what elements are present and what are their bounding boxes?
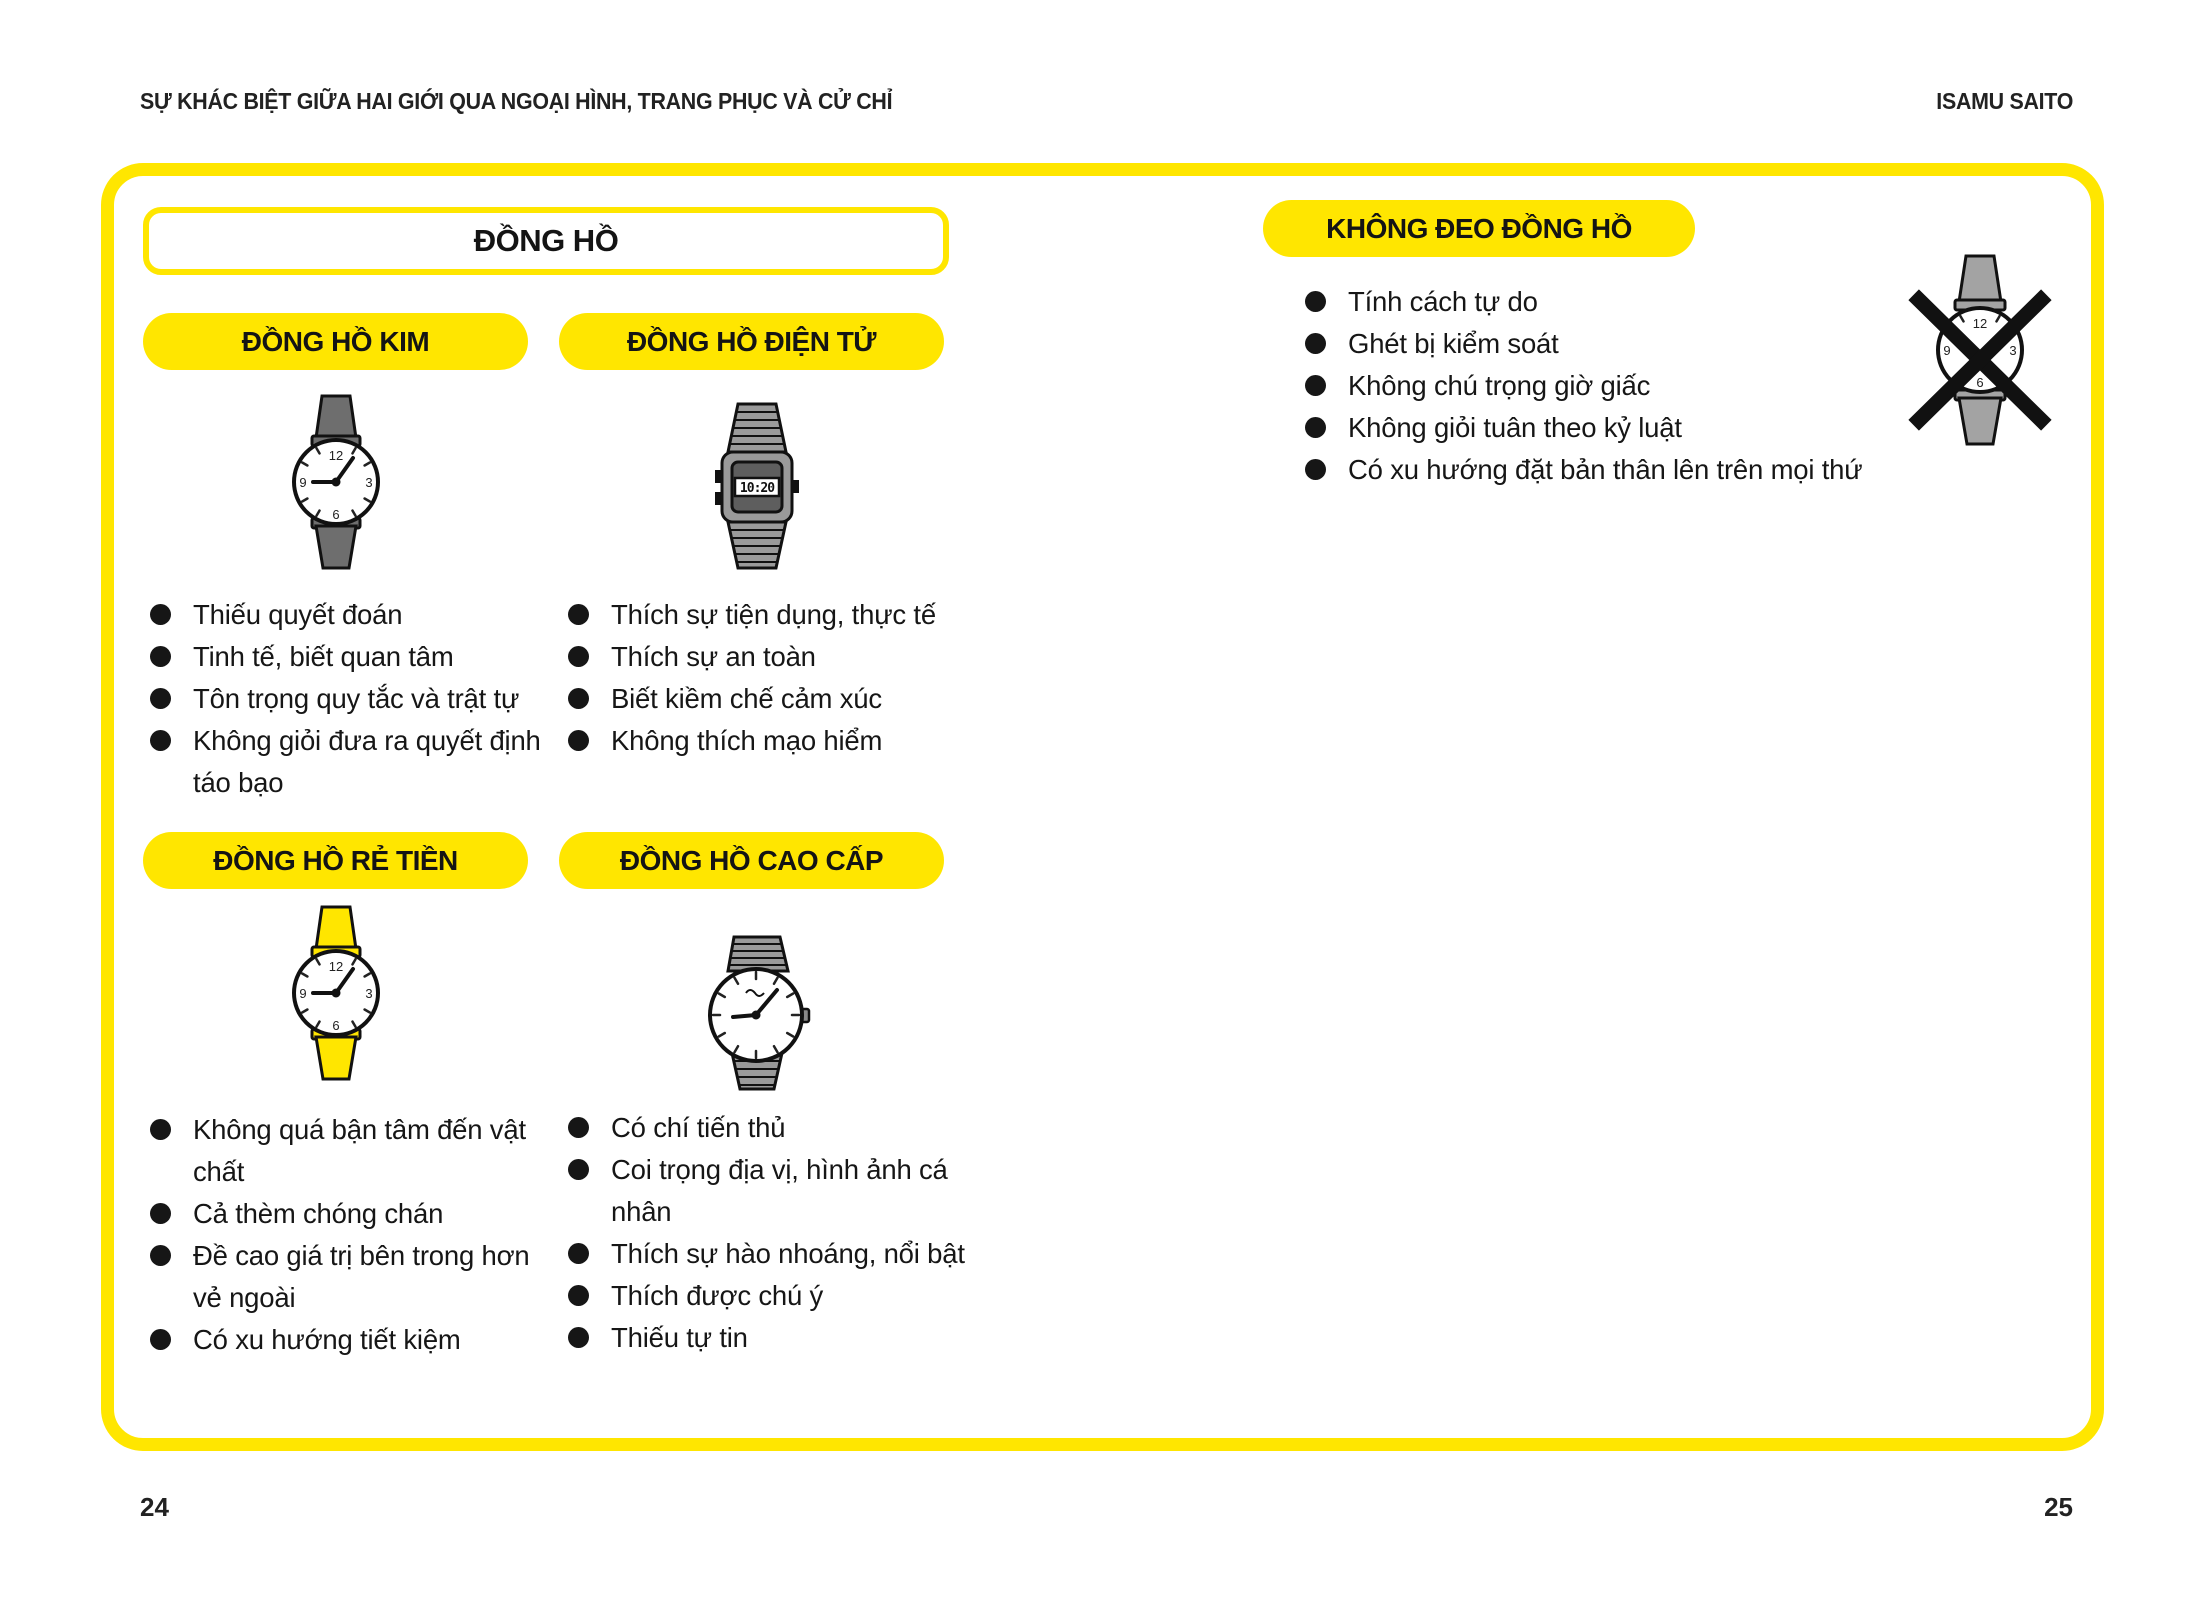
list-item bbox=[1303, 407, 1933, 449]
list-item bbox=[148, 636, 580, 678]
running-head-author: ISAMU SAITO bbox=[1936, 88, 2073, 114]
bullet-icon bbox=[568, 646, 589, 667]
bullet-text: Thích sự tiện dụng, thực tế bbox=[611, 599, 936, 630]
section-header-dong-ho-kim: ĐỒNG HỒ KIM bbox=[143, 313, 528, 370]
running-head-left: SỰ KHÁC BIỆT GIỮA HAI GIỚI QUA NGOẠI HÌNH, TRANG PHỤC VÀ CỬ CHỈ bbox=[140, 88, 893, 114]
bullet-text: Có chí tiến thủ bbox=[611, 1112, 786, 1143]
bullet-icon bbox=[150, 1203, 171, 1224]
bullet-icon bbox=[568, 604, 589, 625]
section-header-dong-ho-cao-cap: ĐỒNG HỒ CAO CẤP bbox=[559, 832, 944, 889]
list-item bbox=[566, 636, 1006, 678]
clock-numeral-9: 9 bbox=[299, 986, 307, 1001]
bullet-icon bbox=[150, 604, 171, 625]
bullet-icon bbox=[1305, 417, 1326, 438]
bullet-icon bbox=[150, 646, 171, 667]
bullet-text: Cả thèm chóng chán bbox=[193, 1198, 444, 1229]
bullet-text: Thiếu tự tin bbox=[611, 1322, 748, 1353]
bullet-icon bbox=[568, 1243, 589, 1264]
list-item bbox=[1303, 323, 1933, 365]
panel-title: ĐỒNG HỒ bbox=[143, 207, 949, 275]
section-header-dong-ho-dien-tu: ĐỒNG HỒ ĐIỆN TỬ bbox=[559, 313, 944, 370]
bullet-text: Không giỏi tuân theo kỷ luật bbox=[1348, 412, 1682, 443]
bullet-text: Ghét bị kiểm soát bbox=[1348, 328, 1559, 359]
list-item bbox=[566, 594, 1006, 636]
analog-watch-icon bbox=[276, 392, 396, 572]
cheap-yellow-watch-icon bbox=[276, 903, 396, 1083]
list-item bbox=[148, 1235, 530, 1319]
digital-watch-icon bbox=[702, 400, 812, 570]
bullet-icon bbox=[150, 688, 171, 709]
bullet-list-dong-ho-kim bbox=[148, 594, 580, 804]
bullet-icon bbox=[1305, 375, 1326, 396]
bullet-icon bbox=[150, 1245, 171, 1266]
bullet-text: Không quá bận tâm đến vật chất bbox=[193, 1114, 526, 1187]
bullet-icon bbox=[1305, 459, 1326, 480]
list-item bbox=[148, 720, 580, 804]
bullet-text: Biết kiềm chế cảm xúc bbox=[611, 683, 882, 714]
clock-numeral-3: 3 bbox=[365, 475, 373, 490]
bullet-text: Tinh tế, biết quan tâm bbox=[193, 641, 454, 672]
page-number-right: 25 bbox=[2044, 1492, 2073, 1522]
bullet-text: Coi trọng địa vị, hình ảnh cá nhân bbox=[611, 1154, 948, 1227]
list-item bbox=[1303, 449, 1933, 491]
list-item bbox=[566, 1107, 998, 1149]
bullet-icon bbox=[568, 1117, 589, 1138]
bullet-icon bbox=[150, 1329, 171, 1350]
clock-numeral-9: 9 bbox=[299, 475, 307, 490]
bullet-text: Không thích mạo hiểm bbox=[611, 725, 883, 756]
bullet-text: Không chú trọng giờ giấc bbox=[1348, 370, 1651, 401]
bullet-icon bbox=[568, 1159, 589, 1180]
section-header-dong-ho-re-tien: ĐỒNG HỒ RẺ TIỀN bbox=[143, 832, 528, 889]
list-item bbox=[148, 1319, 530, 1361]
list-item bbox=[566, 720, 1006, 762]
list-item bbox=[148, 1193, 530, 1235]
list-item bbox=[148, 1109, 530, 1193]
bullet-text: Thích sự an toàn bbox=[611, 641, 816, 672]
list-item bbox=[1303, 365, 1933, 407]
clock-numeral-3: 3 bbox=[365, 986, 373, 1001]
bullet-icon bbox=[568, 730, 589, 751]
list-item bbox=[566, 1149, 998, 1233]
list-item bbox=[566, 678, 1006, 720]
digital-time-display: 10:20 bbox=[739, 481, 775, 496]
bullet-text: Đề cao giá trị bên trong hơn vẻ ngoài bbox=[193, 1240, 530, 1313]
clock-numeral-9: 9 bbox=[1943, 343, 1951, 358]
list-item bbox=[566, 1317, 998, 1359]
bullet-list-dong-ho-re-tien bbox=[148, 1109, 530, 1361]
bullet-icon bbox=[568, 688, 589, 709]
list-item bbox=[1303, 281, 1933, 323]
bullet-text: Tính cách tự do bbox=[1348, 286, 1538, 317]
clock-numeral-12: 12 bbox=[328, 959, 344, 974]
clock-numeral-3: 3 bbox=[2009, 343, 2017, 358]
bullet-list-dong-ho-dien-tu bbox=[566, 594, 1006, 762]
clock-numeral-6: 6 bbox=[332, 1018, 340, 1033]
bullet-text: Không giỏi đưa ra quyết định táo bạo bbox=[193, 725, 541, 798]
page-number-left: 24 bbox=[140, 1492, 169, 1522]
bullet-list-khong-deo-dong-ho bbox=[1303, 281, 1933, 491]
bullet-icon bbox=[1305, 333, 1326, 354]
clock-numeral-6: 6 bbox=[332, 507, 340, 522]
bullet-text: Thích được chú ý bbox=[611, 1280, 824, 1311]
bullet-text: Có xu hướng tiết kiệm bbox=[193, 1324, 461, 1355]
list-item bbox=[566, 1275, 998, 1317]
bullet-icon bbox=[150, 1119, 171, 1140]
clock-numeral-12: 12 bbox=[1972, 316, 1988, 331]
bullet-text: Thích sự hào nhoáng, nổi bật bbox=[611, 1238, 965, 1269]
luxury-watch-icon bbox=[692, 933, 822, 1093]
clock-numeral-6: 6 bbox=[1976, 375, 1984, 390]
bullet-icon bbox=[1305, 291, 1326, 312]
bullet-icon bbox=[150, 730, 171, 751]
list-item bbox=[148, 594, 580, 636]
bullet-text: Có xu hướng đặt bản thân lên trên mọi thứ bbox=[1348, 454, 1863, 485]
bullet-icon bbox=[568, 1327, 589, 1348]
list-item bbox=[566, 1233, 998, 1275]
bullet-list-dong-ho-cao-cap bbox=[566, 1107, 998, 1359]
bullet-icon bbox=[568, 1285, 589, 1306]
list-item bbox=[148, 678, 580, 720]
bullet-text: Thiếu quyết đoán bbox=[193, 599, 403, 630]
section-header-khong-deo-dong-ho: KHÔNG ĐEO ĐỒNG HỒ bbox=[1263, 200, 1695, 257]
clock-numeral-12: 12 bbox=[328, 448, 344, 463]
bullet-text: Tôn trọng quy tắc và trật tự bbox=[193, 683, 520, 714]
